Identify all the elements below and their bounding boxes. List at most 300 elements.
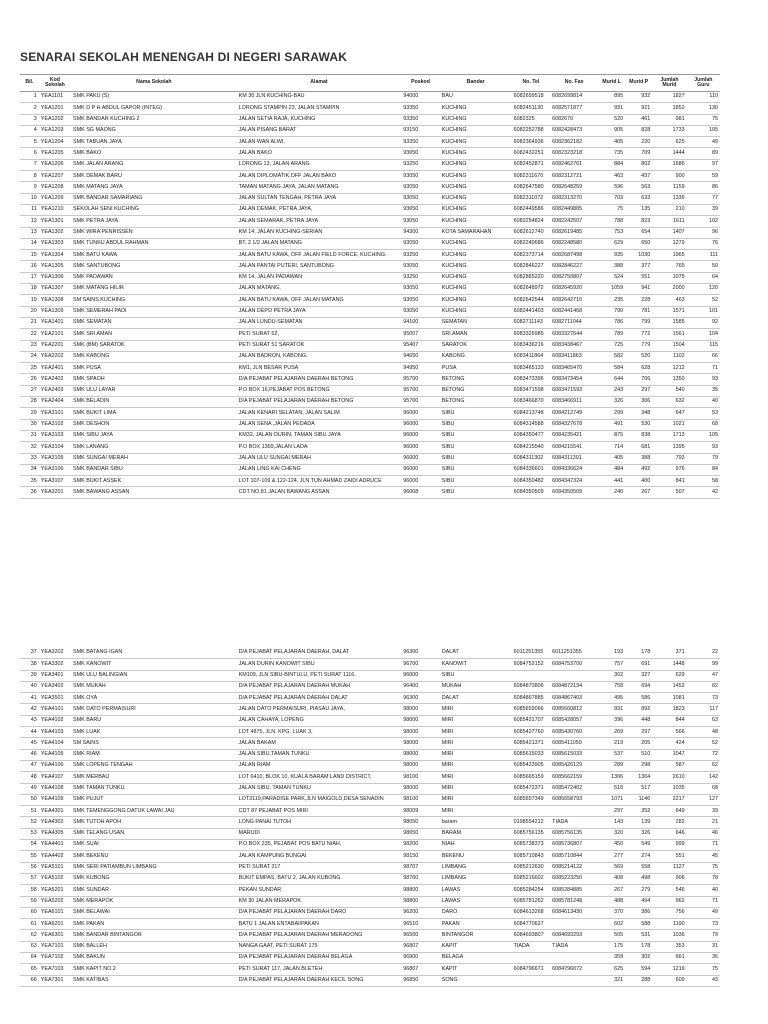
cell-nama-sekolah: SMK ULU LAYAR [73,387,116,394]
cell-jumlah-murid: 625 [675,138,685,145]
cell-bandar: KUCHING [441,262,467,269]
cell-no-tel [512,953,551,964]
cell-murid-p: 932 [641,93,651,100]
table-body-page-2 [20,648,720,986]
cell-poskod: 93050 [403,172,419,179]
cell-no-fax: 6085736807 [552,841,583,848]
cell-bil: 17 [30,274,37,281]
cell-bandar: KUCHING [441,138,467,145]
cell-poskod: 98050 [403,830,419,837]
cell-jumlah-murid: 632 [675,398,685,405]
cell-jumlah-murid: 210 [675,206,685,213]
cell-jumlah-murid: 551 [675,852,685,859]
cell-murid-p: 588 [641,920,651,927]
cell-murid-p: 921 [641,104,651,111]
cell-poskod: 96008 [403,488,419,495]
cell-no-tel: 6084867885 [513,694,544,701]
cell-poskod: 93350 [403,104,419,111]
cell-bil: 61 [30,920,37,927]
cell-no-fax: TIADA [552,943,569,950]
cell-no-tel: 6085738373 [513,841,544,848]
table-row [20,385,720,396]
cell-murid-p: 520 [641,353,651,360]
cell-jumlah-guru: 111 [709,251,718,258]
cell-bil: 39 [30,672,37,679]
cell-no-tel: 6085216602 [513,875,544,882]
header-murid-l: Murid L [598,75,625,92]
cell-no-tel: 6083326985 [513,330,544,337]
cell-alamat: JALAN BADRON, KABONG. [238,353,308,360]
cell-jumlah-murid: 1733 [672,127,685,134]
cell-murid-l: 299 [614,409,624,416]
cell-poskod: 96000 [403,477,419,484]
cell-jumlah-guru: 62 [712,762,718,769]
cell-bandar: MIRI [441,796,454,803]
cell-nama-sekolah: SMK BANDAR SIBU [73,466,123,473]
cell-jumlah-guru: 40 [712,398,718,405]
cell-kod-sekolah: YEA1210 [40,206,64,213]
cell-bandar: KUCHING [441,296,467,303]
cell-bandar: MIRI [441,705,454,712]
cell-murid-l: 625 [614,965,624,972]
cell-kod-sekolah: YEA1203 [40,127,64,134]
cell-bil: 33 [30,454,37,461]
cell-poskod: 98700 [403,875,419,882]
cell-kod-sekolah: YEA6301 [40,931,64,938]
cell-no-fax: 6083465470 [552,364,583,371]
cell-alamat: KM 30 JLN KUCHING-BAU [238,93,305,100]
cell-bil: 20 [30,308,37,315]
table-header-row [20,75,720,92]
cell-bil: 29 [30,409,37,416]
cell-nama-sekolah: SMK BANDAR KUCHING 2 [73,116,140,123]
cell-alamat: KM 14, JALAN KUCHING-SERIAN [238,229,323,235]
cell-poskod: 93250 [403,161,419,168]
cell-nama-sekolah: SMK PUJUT [73,796,104,803]
cell-jumlah-murid: 962 [675,897,685,904]
cell-alamat: JALAN SIBU, TAMAN TUNKU [238,785,311,791]
cell-jumlah-murid: 1036 [672,931,685,938]
cell-nama-sekolah: SMK MERBAU [73,773,110,780]
cell-jumlah-guru: 93 [712,443,718,450]
cell-bil: 4 [33,127,37,134]
header-jumlah-guru: Jumlah Guru [687,75,720,92]
cell-nama-sekolah: SMK DATO PERMAISURI [73,705,136,712]
cell-murid-p: 494 [641,897,651,904]
cell-nama-sekolah: SMK OYA [73,694,98,701]
cell-bandar: MIRI [441,728,454,735]
cell-nama-sekolah: SMK MUKAH [73,683,106,690]
cell-bil: 60 [30,909,37,916]
cell-poskod: 98200 [403,841,419,848]
cell-bandar: SEMATAN [441,319,468,326]
cell-murid-p: 628 [641,364,651,371]
cell-alamat: CDT 87 PEJABAT POS MIRI [238,807,308,814]
cell-kod-sekolah: YEA3201 [40,488,64,495]
cell-no-fax: 6085710844 [552,852,583,859]
cell-murid-p: 517 [641,785,651,791]
cell-kod-sekolah: YEA3105 [40,454,64,461]
cell-alamat: LONG PANAI TUTOH [238,818,292,825]
cell-poskod: 94950 [403,364,419,371]
cell-bil: 52 [30,818,37,825]
cell-poskod: 98800 [403,897,419,904]
cell-bandar: SIBU [441,672,455,679]
cell-kod-sekolah: YEA4402 [40,852,64,859]
cell-nama-sekolah: SMK BANDAR SAMARIANG [73,195,143,202]
table-row [20,261,720,272]
cell-alamat: D/A PEJABAT PELAJARAN DAERAH BETONG [238,398,354,405]
cell-jumlah-murid: 540 [675,387,685,394]
cell-jumlah-murid: 1190 [673,920,685,927]
table-row [20,340,720,351]
cell-murid-l: 320 [614,830,624,837]
cell-jumlah-guru: 42 [712,488,718,495]
cell-no-fax: 6082846227 [552,262,583,269]
cell-murid-p: 220 [641,138,651,145]
header-poskod: Poskod [401,75,440,92]
cell-bil: 36 [30,488,37,495]
cell-jumlah-guru: 105 [709,432,718,439]
cell-murid-p: 348 [641,409,651,416]
cell-alamat: PETI SURAT 51 SARATOK [238,341,305,348]
cell-poskod: 93050 [403,206,419,213]
cell-kod-sekolah: YEA3202 [40,649,64,656]
cell-alamat: P.O BOX 1369,JALAN LADA [238,443,308,450]
cell-jumlah-guru: 52 [712,296,718,303]
cell-no-fax: 6085426129 [552,762,583,769]
header-bandar: Bandar [440,75,512,92]
header-no-fax: No. Fax [550,75,598,92]
cell-bandar: KUCHING [441,308,467,315]
cell-jumlah-murid: 1452 [672,683,685,690]
table-row [20,670,720,681]
cell-no-fax: 6084235421 [552,432,583,439]
cell-nama-sekolah: SMK SUAI [73,841,99,848]
cell-no-tel: 6082240686 [513,240,544,247]
cell-bil: 50 [30,796,37,803]
table-row [20,693,720,704]
table-row [20,806,720,817]
cell-no-fax: 6085284885 [552,886,583,893]
cell-bil: 43 [30,717,37,724]
cell-jumlah-murid: 1585 [672,319,685,326]
cell-murid-p: 461 [641,116,651,123]
cell-alamat: JALAN SENA ,JALAN PEDADA [238,421,315,428]
cell-kod-sekolah: YEA7101 [40,943,64,950]
cell-jumlah-murid: 647 [675,409,685,416]
cell-kod-sekolah: YEA4102 [40,717,64,724]
cell-jumlah-guru: 46 [712,830,718,837]
table-row [20,204,720,215]
cell-murid-l: 484 [614,466,624,473]
cell-bandar: MIRI [441,773,454,780]
cell-bil: 28 [30,398,37,405]
cell-murid-l: 875 [614,432,624,439]
cell-kod-sekolah: YEA3102 [40,421,64,428]
table-row [20,216,720,227]
cell-jumlah-murid: 1159 [673,183,685,190]
cell-jumlah-guru: 142 [709,773,718,780]
cell-no-fax: 6084613430 [552,909,583,916]
cell-no-fax: 6082670 [552,116,574,123]
cell-no-tel: 6085427760 [513,728,544,735]
cell-no-tel: 6085710843 [513,852,544,859]
cell-poskod: 93050 [403,217,419,224]
cell-bil: 16 [30,262,37,269]
cell-jumlah-murid: 371 [675,649,685,656]
cell-murid-p: 178 [641,649,651,656]
table-row [20,442,720,453]
cell-kod-sekolah: YEA4105 [40,751,64,758]
cell-poskod: 98000 [403,705,419,712]
cell-murid-p: 228 [641,296,651,303]
cell-poskod: 93350 [403,116,419,123]
cell-nama-sekolah: SMK PETRA JAYA [73,217,119,224]
cell-poskod: 96500 [403,931,419,938]
cell-jumlah-guru: 71 [712,897,718,904]
cell-bil: 14 [30,240,37,247]
table-row [20,862,720,873]
cell-no-tel: 6082252788 [513,127,544,134]
cell-no-fax: 6085472402 [552,785,583,791]
cell-jumlah-guru: 40 [712,886,718,893]
cell-no-tel: 6082647580 [513,183,544,190]
cell-bandar: BEKENU [441,852,464,859]
cell-bandar: BINTANGOR [441,931,474,938]
cell-no-tel: 0198554212 [513,818,544,825]
table-row [20,941,720,952]
cell-jumlah-guru: 110 [709,93,718,100]
cell-nama-sekolah: SEKOLAH SENI KUCHING [73,206,139,213]
cell-no-tel [512,670,551,681]
table-row [20,907,720,918]
cell-bil: 64 [30,954,37,961]
cell-murid-p: 558 [641,864,651,871]
cell-bandar: LAWAS [441,897,461,904]
cell-alamat: D/A PEJABAT PELAJARAN DAERAH KECIL SONG [238,977,364,984]
table-row [20,295,720,306]
table-row [20,794,720,805]
cell-bandar: KUCHING [441,217,467,224]
cell-poskod: 96000 [403,409,419,416]
cell-alamat: PETI SURAT 317 [238,864,281,871]
cell-nama-sekolah: SMK WIRA PENRISSEN [73,229,133,235]
cell-no-tel: TIADA [513,943,530,950]
cell-kod-sekolah: YEA6101 [40,909,64,916]
cell-bandar: KUCHING [441,116,467,123]
cell-kod-sekolah: YEA2402 [40,375,64,382]
cell-murid-l: 931 [614,705,624,712]
cell-bil: 54 [30,841,37,848]
cell-no-tel: 6082441403 [513,308,544,315]
cell-murid-l: 370 [614,909,624,916]
cell-bil: 48 [30,773,37,780]
cell-no-tel: 6085756135 [513,830,544,837]
cell-murid-p: 633 [641,195,651,202]
cell-jumlah-murid: 1823 [672,705,685,712]
cell-jumlah-murid: 646 [675,830,685,837]
header-alamat: Alamat [237,75,402,92]
cell-jumlah-guru: 120 [709,285,718,292]
cell-bandar: MIRI [441,717,454,724]
cell-murid-l: 240 [614,488,624,495]
cell-jumlah-murid: 1444 [672,149,685,156]
cell-murid-l: 714 [614,443,624,450]
cell-nama-sekolah: SMK KANOWIT [73,660,112,667]
table-row [20,476,720,487]
cell-poskod: 95700 [403,398,419,405]
cell-murid-l: 629 [614,240,624,247]
table-row [20,363,720,374]
cell-murid-p: 772 [641,330,651,337]
cell-jumlah-guru: 68 [712,421,718,428]
cell-bandar: DALAT [441,694,459,701]
cell-no-fax: 6084327678 [552,421,583,428]
table-row [20,738,720,749]
cell-poskod: 96510 [403,920,419,927]
cell-poskod: 98707 [403,864,419,871]
cell-kod-sekolah: YEA1209 [40,195,64,202]
cell-murid-l: 584 [614,364,624,371]
cell-kod-sekolah: YEA1309 [40,308,64,315]
cell-kod-sekolah: YEA1401 [40,319,64,326]
cell-murid-p: 400 [641,477,651,484]
cell-kod-sekolah: YEA1302 [40,229,64,235]
cell-bandar: SIBU [441,443,455,450]
table-row [20,227,720,238]
cell-poskod: 93050 [403,308,419,315]
cell-bil: 35 [30,477,37,484]
table-row [20,430,720,441]
cell-alamat: KM32, JALAN DURIN, TAMAN SIBU JAYA [238,432,341,439]
cell-nama-sekolah: SMK JALAN ARANG [73,161,124,168]
cell-bandar: KAPIT [441,965,458,972]
cell-no-tel: 6084693807 [513,931,544,938]
cell-bil: 25 [30,364,37,371]
cell-nama-sekolah: SMK BUKIT ASSEK [73,477,122,484]
cell-murid-p: 823 [641,217,651,224]
cell-poskod: 93350 [403,138,419,145]
cell-bandar: SARATOK [441,341,468,348]
cell-nama-sekolah: SMK D P H ABDUL GAPOR (INTEG) [73,104,162,111]
cell-murid-p: 298 [641,762,651,769]
cell-alamat: D/A PEJABAT PELAJARAN DAERAH BETONG [238,375,354,382]
school-table-page-2 [20,648,720,987]
cell-bandar: KANOWIT [441,660,467,667]
cell-poskod: 98100 [403,773,419,780]
cell-nama-sekolah: SMK KABONG [73,353,110,360]
cell-murid-p: 327 [641,672,651,679]
cell-murid-l: 408 [614,875,624,882]
cell-murid-p: 306 [641,398,651,405]
cell-bandar: SIBU [441,409,455,416]
table-row [20,885,720,896]
table-row [20,783,720,794]
cell-poskod: 98009 [403,807,419,814]
cell-kod-sekolah: YEA3501 [40,694,64,701]
cell-alamat: JALAN RIAM [238,762,271,769]
cell-alamat: JALAN PANTAI PUTERI, SANTUBONG [238,262,335,269]
cell-nama-sekolah: SMK BUKIT LIMA [73,409,117,416]
cell-poskod: 96000 [403,421,419,428]
cell-murid-l: 321 [614,977,624,984]
cell-no-fax: 6082428473 [552,127,583,134]
cell-nama-sekolah: SMK BARU [73,717,102,724]
table-row [20,125,720,136]
cell-kod-sekolah: YEA5101 [40,864,64,871]
cell-alamat: BATU 1 JALAN ENTABAI/PAKAN [238,920,319,927]
header-jumlah-murid: Jumlah Murid [652,75,686,92]
cell-murid-p: 549 [641,841,651,848]
cell-murid-l: 143 [614,818,624,825]
cell-alamat: JALAN SEMARAK, PETRA JAYA [238,217,319,224]
cell-jumlah-guru: 68 [712,785,718,791]
cell-alamat: LOT 4875, JLN. KPG. LUAK 3, [238,728,313,735]
cell-murid-l: 396 [614,717,624,724]
cell-no-tel: 6082311072 [513,195,544,202]
cell-no-fax: 6083466911 [552,398,582,405]
cell-nama-sekolah: SMK DESHON [73,421,110,428]
cell-no-fax [550,806,598,817]
table-row [20,238,720,249]
cell-no-tel: 6084770627 [513,920,544,927]
table-body-page-1 [20,92,720,499]
cell-murid-l: 441 [614,477,624,484]
cell-alamat: D/A PEJABAT PELAJARAN DAERAH MUKAH [238,683,351,690]
cell-alamat: LORONG STAMPIN 23, JALAN STAMPIN [238,104,340,111]
cell-murid-l: 267 [614,886,624,893]
cell-nama-sekolah: SMK SPAOH [73,375,105,382]
cell-alamat: JALAN ULU SUNGAI MERAH [238,454,311,461]
cell-jumlah-murid: 1611 [673,217,685,224]
cell-no-tel: 6085781262 [513,897,544,904]
cell-bil: 23 [30,341,37,348]
cell-no-tel: 6084350482 [513,477,544,484]
cell-no-tel: 6082642544 [513,296,544,303]
cell-poskod: 96200 [403,909,419,916]
cell-murid-l: 1059 [611,285,624,292]
table-row [20,964,720,975]
cell-alamat: JALAN BAKO [238,149,272,156]
cell-nama-sekolah: SMK TELANG USAN [73,830,125,837]
cell-no-tel: 6082865220 [513,274,544,281]
cell-nama-sekolah: SMK TUNKU ABDUL RAHMAN [73,240,149,247]
cell-nama-sekolah: SMK SANTUBONG [73,262,121,269]
cell-murid-p: 297 [641,728,651,735]
cell-poskod: 96400 [403,683,419,690]
cell-jumlah-guru: 78 [712,875,718,882]
cell-alamat: JALAN DATO PERMAISURI, PIASAU JAYA, [238,705,345,712]
cell-kod-sekolah: YEA1101 [40,93,64,100]
cell-bandar: PAKAN [441,920,460,927]
cell-no-fax: 6084336624 [552,466,583,473]
cell-no-tel: 6082449586 [513,206,544,213]
cell-murid-p: 1304 [638,773,651,780]
cell-alamat: KM109, JLN SIBU-BINTULU, PETI SURAT 1116. [238,672,356,679]
cell-nama-sekolah: SMK BAWANG ASSAN [73,488,130,495]
cell-nama-sekolah: SMK BAKO [73,149,102,156]
cell-no-fax: 6084867403 [552,694,583,701]
cell-no-fax: 6085223250 [552,875,583,882]
cell-nama-sekolah: SMK TEMENGGONG DATUK LAWAI JAU [73,807,175,814]
cell-nama-sekolah: SMK SEMERAH PADI [73,308,127,315]
cell-no-fax: 6082699814 [552,93,583,100]
cell-bil: 24 [30,353,37,360]
cell-kod-sekolah: YEA1305 [40,262,64,269]
table-row [20,351,720,362]
cell-murid-l: 524 [614,274,624,281]
